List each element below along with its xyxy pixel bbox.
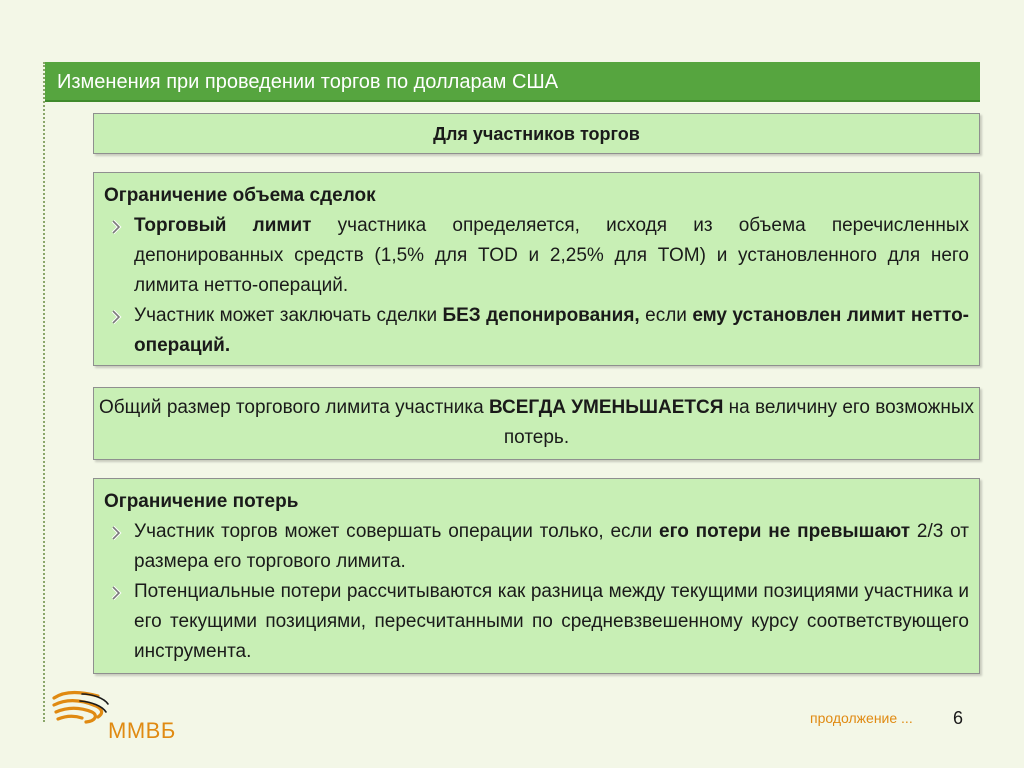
guide-line	[43, 62, 45, 722]
loss-limit-item-1	[104, 517, 969, 577]
loss-item-1-bold: его потери не превышают	[659, 521, 911, 542]
total-limit-bold: ВСЕГДА УМЕНЬШАЕТСЯ	[489, 397, 724, 418]
deal-volume-title: Ограничение объема сделок	[104, 185, 376, 206]
chevron-right-icon	[110, 586, 122, 600]
chevron-right-icon	[110, 220, 122, 234]
chevron-right-icon	[110, 310, 122, 324]
logo-text: ММВБ	[108, 718, 176, 743]
loss-limit-title: Ограничение потерь	[104, 491, 299, 512]
loss-item-1-pre: Участник торгов может совершать операции только, если	[134, 521, 660, 542]
continue-link[interactable]: продолжение ...	[810, 710, 913, 726]
loss-limit-item-2	[104, 577, 969, 667]
total-limit-pre: Общий размер торгового лимита участника	[99, 397, 489, 418]
deal-volume-item-1	[104, 211, 969, 301]
total-limit-box	[93, 387, 980, 460]
loss-item-2-text: Потенциальные потери рассчитываются как разница между текущими позициями участника и его текущими позициями, пересчитанными по средневзвешенному курсу соответствующего инструмента.	[134, 581, 969, 662]
no-deposit-bold: БЕЗ депонирования,	[442, 305, 640, 326]
deal-volume-box	[93, 172, 980, 366]
mmvb-logo-icon	[52, 690, 110, 724]
participants-header	[93, 113, 980, 154]
trading-limit-label: Торговый лимит	[134, 215, 312, 236]
no-deposit-pre: Участник может заключать сделки	[134, 305, 443, 326]
trading-limit-text: участника определяется, исходя из объема перечисленных депонированных средств (1,5% для TOD и 2,25% для TOM) и установленного для него лимита нетто-операций.	[134, 215, 969, 296]
loss-item-1-post: 2/3 от размера его торгового лимита.	[134, 521, 969, 572]
page-number: 6	[953, 708, 964, 728]
deal-volume-item-2	[104, 301, 969, 361]
slide-title: Изменения при проведении торгов по долларам США	[45, 62, 980, 102]
chevron-right-icon	[110, 526, 122, 540]
total-limit-post: на величину его возможных потерь.	[503, 397, 974, 448]
net-limit-bold: ему установлен лимит нетто-операций.	[134, 305, 970, 356]
participants-header-text: Для участников торгов	[433, 124, 640, 144]
no-deposit-mid: если	[639, 305, 693, 326]
loss-limit-box	[93, 478, 980, 674]
